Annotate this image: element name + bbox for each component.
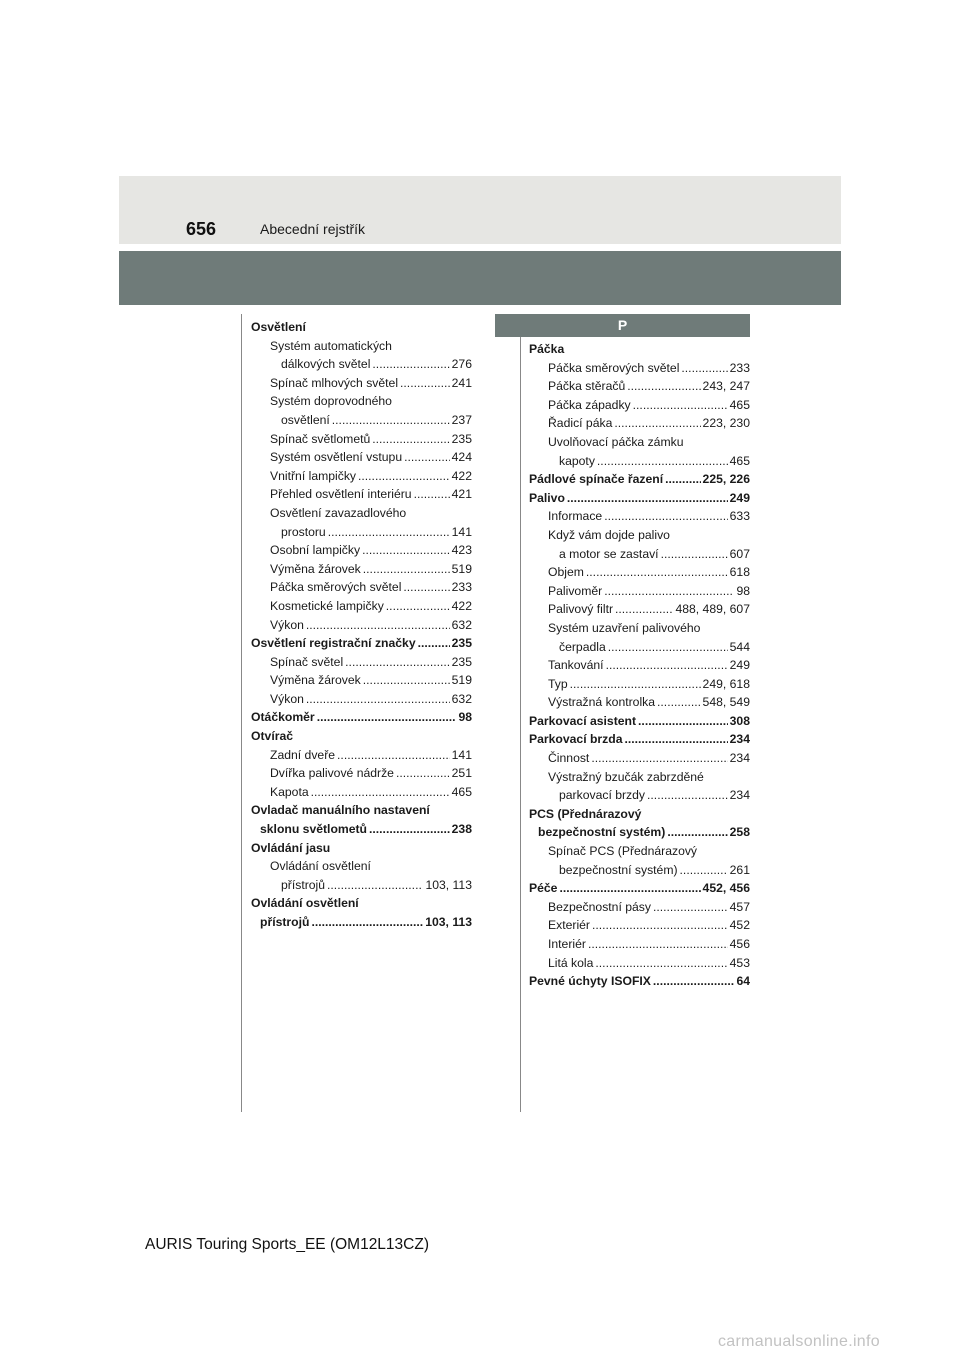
index-entry-page[interactable]: 98 xyxy=(458,710,472,725)
index-entry-term: Systém doprovodného xyxy=(270,394,392,409)
index-entry xyxy=(529,712,750,731)
index-entry-term: Systém automatických xyxy=(270,338,392,353)
dot-leader xyxy=(653,898,728,917)
index-entry-page[interactable]: 632 xyxy=(451,617,472,632)
index-entry-term: Osvětlení xyxy=(251,320,306,334)
index-entry-term: Páčka západky xyxy=(548,397,631,412)
index-entry xyxy=(251,523,472,542)
index-entry xyxy=(529,730,750,749)
index-entry-page[interactable]: 243, 247 xyxy=(702,379,750,394)
index-entry xyxy=(529,377,750,396)
index-entry-term: Osvětlení zavazadlového xyxy=(270,505,407,520)
index-entry-term: Systém osvětlení vstupu xyxy=(270,450,403,465)
index-entry-term: Informace xyxy=(548,509,603,524)
dot-leader xyxy=(358,467,450,486)
index-entry-term: Páčka směrových světel xyxy=(270,580,402,595)
index-entry-term: Parkovací brzda xyxy=(529,732,623,747)
dot-leader xyxy=(337,746,450,765)
index-entry-term: Osobní lampičky xyxy=(270,543,361,558)
index-entry-term: Výměna žárovek xyxy=(270,561,361,576)
index-entry-term: Páčka xyxy=(529,342,565,356)
index-entry-term: čerpadla xyxy=(559,639,606,654)
index-entry-term: Činnost xyxy=(548,751,590,766)
index-entry-term: Exteriér xyxy=(548,918,590,933)
dot-leader xyxy=(396,764,450,783)
index-entry-page[interactable]: 241 xyxy=(451,375,472,390)
dot-leader xyxy=(306,690,450,709)
index-entry-term: Palivový filtr xyxy=(548,602,614,617)
index-entry xyxy=(251,690,472,709)
column-divider-left xyxy=(241,314,242,1112)
index-entry xyxy=(529,823,750,842)
index-entry-term: sklonu světlometů xyxy=(260,822,368,837)
index-entry-term: Otáčkoměr xyxy=(251,710,315,725)
dot-leader xyxy=(414,485,450,504)
dot-leader xyxy=(317,708,457,727)
index-entry xyxy=(251,560,472,579)
dot-leader xyxy=(559,879,700,898)
index-entry xyxy=(529,638,750,657)
index-entry-term: Výkon xyxy=(270,691,304,706)
index-entry xyxy=(529,563,750,582)
index-entry xyxy=(251,653,472,672)
index-entry xyxy=(251,374,472,393)
index-entry xyxy=(529,972,750,991)
index-entry xyxy=(529,433,750,452)
index-entry xyxy=(529,619,750,638)
dot-leader xyxy=(604,507,727,526)
index-entry-page[interactable]: 308 xyxy=(729,713,750,728)
index-entry xyxy=(251,597,472,616)
index-entry-term: Ovládání osvětlení xyxy=(270,859,371,874)
index-entry xyxy=(251,876,472,895)
index-entry xyxy=(251,820,472,839)
index-entry xyxy=(251,485,472,504)
index-entry-term: Dvířka palivové nádrže xyxy=(270,766,394,781)
dot-leader xyxy=(567,489,728,508)
index-entry-page[interactable]: 233 xyxy=(729,360,750,375)
dot-leader xyxy=(362,541,450,560)
index-entry xyxy=(529,582,750,601)
index-entry-term: Bezpečnostní pásy xyxy=(548,899,651,914)
index-entry xyxy=(251,504,472,523)
dot-leader xyxy=(586,563,728,582)
index-entry-page[interactable]: 465 xyxy=(451,784,472,799)
index-entry-term: Typ xyxy=(548,676,568,691)
dot-leader xyxy=(633,396,728,415)
index-entry-term: kapoty xyxy=(559,453,595,468)
index-entry-term: Spínač PCS (Přednárazový xyxy=(548,844,698,859)
index-entry xyxy=(251,337,472,356)
index-entry xyxy=(251,913,472,932)
index-entry-page[interactable]: 141 xyxy=(451,524,472,539)
dot-leader xyxy=(647,786,728,805)
index-entry-page[interactable]: 633 xyxy=(729,509,750,524)
index-entry xyxy=(529,414,750,433)
index-entry xyxy=(251,764,472,783)
index-entry-term: přístrojů xyxy=(260,915,310,929)
index-entry-page[interactable]: 424 xyxy=(451,450,472,465)
dot-leader xyxy=(345,653,449,672)
index-entry-term: Palivoměr xyxy=(548,583,603,598)
index-entry-term: Spínač světel xyxy=(270,654,344,669)
index-entry xyxy=(529,396,750,415)
dot-leader xyxy=(667,823,727,842)
index-entry-page[interactable]: 456 xyxy=(729,937,750,951)
index-entry-page[interactable]: 141 xyxy=(451,747,472,762)
index-entry-term: parkovací brzdy xyxy=(559,788,646,803)
index-entry-term: Páčka směrových světel xyxy=(548,360,680,375)
index-entry xyxy=(529,861,750,880)
index-entry-term: Pevné úchyty ISOFIX xyxy=(529,974,651,989)
index-entry xyxy=(251,578,472,597)
dot-leader xyxy=(657,693,701,712)
dot-leader xyxy=(404,448,450,467)
dot-leader xyxy=(627,377,700,396)
index-entry-page[interactable]: 519 xyxy=(451,561,472,576)
index-entry xyxy=(529,507,750,526)
index-entry-term: Uvolňovací páčka zámku xyxy=(548,434,684,449)
index-entry xyxy=(529,452,750,471)
index-entry-term: Systém uzavření palivového xyxy=(548,620,701,635)
header-dark-band xyxy=(119,251,841,305)
dot-leader xyxy=(306,616,450,635)
index-entry xyxy=(529,786,750,805)
index-entry-page[interactable]: 234 xyxy=(729,788,750,803)
dot-leader xyxy=(608,638,728,657)
dot-leader xyxy=(653,972,735,991)
index-entry-term: Tankování xyxy=(548,658,604,673)
index-entry xyxy=(251,857,472,876)
index-entry-term: Řadicí páka xyxy=(548,416,613,431)
dot-leader xyxy=(328,523,450,542)
index-entry-term: Zadní dveře xyxy=(270,747,336,762)
index-entry xyxy=(529,954,750,973)
index-entry-page[interactable]: 548, 549 xyxy=(702,695,750,710)
index-entry-term: Objem xyxy=(548,565,584,580)
index-entry-page[interactable]: 249 xyxy=(729,490,750,505)
index-entry-term: Otvírač xyxy=(251,729,294,744)
index-entry-page[interactable]: 249, 618 xyxy=(702,676,750,691)
index-entry-term: Kosmetické lampičky xyxy=(270,598,384,613)
index-entry-term: Interiér xyxy=(548,937,586,951)
index-entry xyxy=(529,768,750,787)
index-column-right xyxy=(529,340,750,991)
dot-leader xyxy=(418,634,450,653)
index-entry-page[interactable]: 235 xyxy=(451,654,472,669)
dot-leader xyxy=(363,560,450,579)
index-column-left xyxy=(251,318,472,932)
dot-leader xyxy=(604,582,734,601)
index-entry-page[interactable]: 223, 230 xyxy=(702,416,750,431)
dot-leader xyxy=(592,916,728,935)
index-entry-term: dálkových světel xyxy=(281,357,371,372)
index-entry-term: a motor se zastaví xyxy=(559,546,659,561)
index-entry-page[interactable]: 233 xyxy=(451,580,472,595)
dot-leader xyxy=(372,355,449,374)
index-entry-term: Ovladač manuálního nastavení xyxy=(251,803,430,818)
dot-leader xyxy=(591,749,727,768)
index-entry-page[interactable]: 103, 113 xyxy=(425,915,472,929)
index-entry-page[interactable]: 607 xyxy=(729,546,750,561)
index-entry xyxy=(529,935,750,954)
index-entry xyxy=(529,898,750,917)
index-entry-term: bezpečnostní systém) xyxy=(559,862,678,877)
index-entry xyxy=(251,727,472,746)
index-entry xyxy=(251,746,472,765)
index-entry xyxy=(529,842,750,861)
dot-leader xyxy=(665,470,700,489)
index-entry-term: Pádlové spínače řazení xyxy=(529,472,664,487)
dot-leader xyxy=(403,578,449,597)
index-entry-page[interactable]: 452 xyxy=(729,918,750,933)
column-divider-right xyxy=(520,314,521,1112)
index-entry xyxy=(251,318,472,337)
index-entry-term: Výstražný bzučák zabrzděné xyxy=(548,769,704,784)
dot-leader xyxy=(606,656,728,675)
index-entry-page[interactable]: 234 xyxy=(729,751,750,766)
index-entry-page[interactable]: 519 xyxy=(451,673,472,688)
index-entry xyxy=(251,671,472,690)
index-entry-term: Ovládání osvětlení xyxy=(251,896,359,911)
index-entry-term: Kapota xyxy=(270,784,309,799)
index-entry xyxy=(529,879,750,898)
index-entry-page[interactable]: 422 xyxy=(451,598,472,613)
index-entry-page[interactable]: 251 xyxy=(451,766,472,781)
index-entry-page[interactable]: 618 xyxy=(729,565,750,580)
dot-leader xyxy=(624,730,727,749)
dot-leader xyxy=(369,820,450,839)
dot-leader xyxy=(332,411,450,430)
index-entry-term: přístrojů xyxy=(281,877,326,892)
index-entry-term: Litá kola xyxy=(548,955,594,970)
index-entry-term: Spínač světlometů xyxy=(270,431,371,446)
index-entry-term: Péče xyxy=(529,881,558,896)
dot-leader xyxy=(661,545,728,564)
dot-leader xyxy=(570,675,701,694)
index-entry xyxy=(251,616,472,635)
index-entry-page[interactable]: 488, 489, 607 xyxy=(675,602,750,617)
index-entry-page[interactable]: 234 xyxy=(729,732,750,747)
index-entry xyxy=(529,489,750,508)
index-entry xyxy=(251,634,472,653)
index-entry xyxy=(529,749,750,768)
dot-leader xyxy=(372,430,449,449)
index-entry-page[interactable]: 98 xyxy=(736,583,750,598)
index-entry-page[interactable]: 422 xyxy=(451,468,472,483)
index-entry-term: prostoru xyxy=(281,524,326,539)
index-entry-term: PCS (Přednárazový xyxy=(529,806,642,821)
index-entry-term: Když vám dojde palivo xyxy=(548,527,670,542)
index-entry-page[interactable]: 453 xyxy=(729,955,750,970)
index-entry-page[interactable]: 261 xyxy=(729,862,750,877)
index-entry-page[interactable]: 258 xyxy=(729,825,750,840)
index-entry-term: Palivo xyxy=(529,490,565,505)
index-entry-term: Výstražná kontrolka xyxy=(548,695,656,710)
index-entry xyxy=(251,839,472,858)
index-entry xyxy=(529,359,750,378)
index-entry xyxy=(529,526,750,545)
index-entry-page[interactable]: 421 xyxy=(451,487,472,502)
section-title: Abecední rejstřík xyxy=(260,221,366,237)
index-entry xyxy=(529,470,750,489)
index-entry-page[interactable]: 235 xyxy=(451,431,472,446)
index-entry xyxy=(529,805,750,824)
index-entry-page[interactable]: 249 xyxy=(729,658,750,673)
index-entry xyxy=(251,392,472,411)
index-entry-page[interactable]: 452, 456 xyxy=(702,881,750,896)
index-entry-page[interactable]: 235 xyxy=(451,636,472,651)
index-entry-page[interactable]: 225, 226 xyxy=(702,472,750,487)
index-entry-term: bezpečnostní systém) xyxy=(538,825,666,840)
index-entry-page[interactable]: 544 xyxy=(729,639,750,654)
index-entry-page[interactable]: 238 xyxy=(451,822,472,837)
index-entry xyxy=(251,430,472,449)
index-entry xyxy=(251,801,472,820)
index-entry-term: Parkovací asistent xyxy=(529,713,637,728)
index-entry xyxy=(529,600,750,619)
dot-leader xyxy=(615,600,673,619)
dot-leader xyxy=(311,783,450,802)
index-entry-page[interactable]: 64 xyxy=(736,974,750,989)
watermark: carmanualsonline.info xyxy=(718,1333,880,1350)
index-entry xyxy=(251,783,472,802)
index-entry xyxy=(529,340,750,359)
index-entry-page[interactable]: 237 xyxy=(451,412,472,427)
index-entry xyxy=(251,708,472,727)
dot-leader xyxy=(681,359,727,378)
dot-leader xyxy=(386,597,450,616)
index-entry-page[interactable]: 276 xyxy=(451,357,472,372)
dot-leader xyxy=(363,671,450,690)
index-entry-term: Osvětlení registrační značky xyxy=(251,636,416,651)
index-entry-term: Páčka stěračů xyxy=(548,379,626,394)
index-entry xyxy=(251,541,472,560)
dot-leader xyxy=(311,913,423,932)
index-entry xyxy=(529,693,750,712)
letter-heading: P xyxy=(495,314,750,337)
dot-leader xyxy=(614,414,700,433)
page-number: 656 xyxy=(186,219,217,239)
index-entry-term: osvětlení xyxy=(281,412,330,427)
index-entry-page[interactable]: 423 xyxy=(451,543,472,558)
header-band xyxy=(119,176,841,244)
index-entry-term: Přehled osvětlení interiéru xyxy=(270,487,412,502)
index-entry xyxy=(529,545,750,564)
dot-leader xyxy=(327,876,423,895)
index-entry-term: Vnitřní lampičky xyxy=(270,468,357,483)
index-entry xyxy=(251,448,472,467)
index-entry xyxy=(529,675,750,694)
index-entry-term: Spínač mlhových světel xyxy=(270,375,399,390)
index-entry-page[interactable]: 465 xyxy=(729,453,750,468)
dot-leader xyxy=(588,935,728,954)
index-entry-page[interactable]: 632 xyxy=(451,691,472,706)
index-entry xyxy=(529,916,750,935)
index-entry-page[interactable]: 457 xyxy=(729,899,750,914)
dot-leader xyxy=(638,712,728,731)
index-entry xyxy=(251,355,472,374)
index-entry xyxy=(251,467,472,486)
index-entry xyxy=(251,411,472,430)
index-entry-term: Ovládání jasu xyxy=(251,840,331,855)
index-entry-term: Výkon xyxy=(270,617,304,632)
dot-leader xyxy=(400,374,450,393)
index-entry-term: Výměna žárovek xyxy=(270,673,361,688)
index-entry-page[interactable]: 465 xyxy=(729,397,750,412)
dot-leader xyxy=(597,452,728,471)
dot-leader xyxy=(595,954,727,973)
index-entry xyxy=(529,656,750,675)
index-entry-page[interactable]: 103, 113 xyxy=(425,877,472,892)
index-entry xyxy=(251,894,472,913)
dot-leader xyxy=(680,861,728,880)
footer-model-code: AURIS Touring Sports_EE (OM12L13CZ) xyxy=(145,1236,429,1253)
